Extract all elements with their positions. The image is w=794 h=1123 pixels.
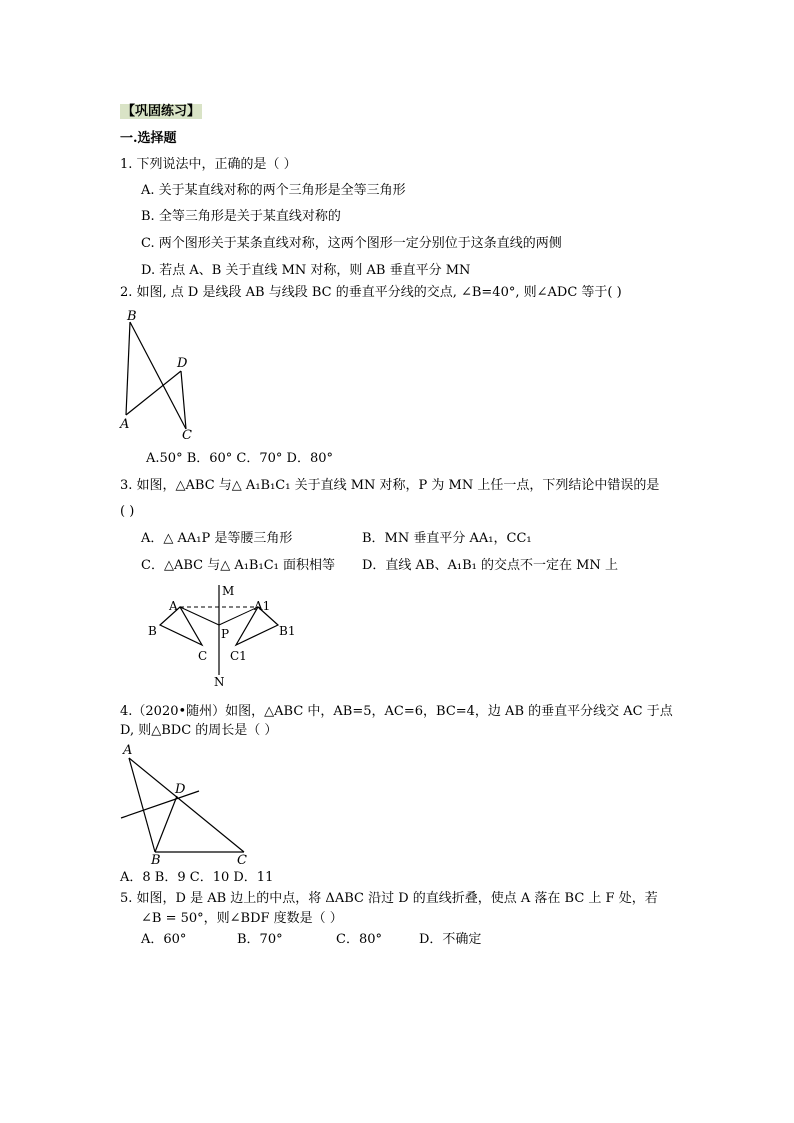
q3-label-b: B — [148, 624, 157, 638]
q1-option-a: A. 关于某直线对称的两个三角形是全等三角形 — [141, 183, 406, 198]
q1-option-b: B. 全等三角形是关于某直线对称的 — [141, 209, 341, 224]
q5-option-c: C．80° — [336, 932, 382, 947]
section-tag: 【巩固练习】 — [122, 104, 201, 119]
q5-stem-cont: ∠B = 50°，则∠BDF 度数是（ ） — [141, 911, 343, 926]
q4-options: A．8 B．9 C．10 D．11 — [120, 870, 274, 885]
q1-option-c: C. 两个图形关于某条直线对称，这两个图形一定分别位于这条直线的两侧 — [141, 236, 562, 251]
section-title: 一.选择题 — [120, 131, 177, 146]
q5-option-b: B．70° — [237, 932, 283, 947]
q3-option-d: D．直线 AB、A₁B₁ 的交点不一定在 MN 上 — [362, 558, 618, 573]
q3-label-b1: B1 — [279, 624, 296, 638]
q3-figure — [140, 580, 310, 690]
q3-label-p: P — [221, 627, 230, 641]
q2-stem: 2. 如图, 点 D 是线段 AB 与线段 BC 的垂直平分线的交点, ∠B=40°, 则∠ADC 等于( ) — [120, 285, 622, 300]
q3-option-a: A．△ AA₁P 是等腰三角形 — [141, 531, 293, 546]
q5-option-a: A．60° — [141, 932, 187, 947]
q1-option-d: D. 若点 A、B 关于直线 MN 对称，则 AB 垂直平分 MN — [141, 263, 471, 278]
q3-stem-cont: ( ) — [120, 504, 135, 519]
q3-label-n: N — [214, 675, 225, 689]
q3-option-b: B．MN 垂直平分 AA₁，CC₁ — [362, 531, 532, 546]
q4-stem-cont: D, 则△BDC 的周长是（ ） — [120, 723, 278, 738]
q4-figure — [115, 740, 255, 866]
q2-label-b: B — [127, 309, 137, 324]
q3-label-c: C — [198, 649, 208, 663]
q2-label-c: C — [182, 428, 192, 443]
q3-stem: 3. 如图，△ABC 与△ A₁B₁C₁ 关于直线 MN 对称，P 为 MN 上任一点，下列结论中错误的是 — [120, 478, 660, 493]
q2-label-a: A — [120, 417, 130, 432]
q3-label-m: M — [222, 584, 235, 598]
q4-label-a: A — [123, 743, 133, 758]
q4-label-b: B — [151, 853, 161, 868]
q5-option-d: D．不确定 — [419, 932, 482, 947]
q3-label-a: A — [169, 599, 178, 613]
q3-option-c: C．△ABC 与△ A₁B₁C₁ 面积相等 — [141, 558, 335, 573]
q4-label-d: D — [175, 782, 186, 797]
q4-label-c: C — [237, 853, 247, 868]
q5-stem: 5. 如图，D 是 AB 边上的中点，将 ΔABC 沿过 D 的直线折叠，使点 A 落在 BC 上 F 处，若 — [120, 891, 658, 906]
q2-figure — [115, 305, 205, 445]
q2-options: A.50° B．60° C．70° D．80° — [146, 451, 334, 466]
q3-label-c1: C1 — [230, 649, 247, 663]
q1-stem: 1. 下列说法中，正确的是（ ） — [120, 157, 297, 172]
q2-label-d: D — [177, 356, 188, 371]
q4-stem: 4.（2020•随州）如图，△ABC 中，AB=5，AC=6，BC=4，边 AB 的垂直平分线交 AC 于点 — [120, 704, 673, 719]
q3-label-a1: A1 — [254, 599, 271, 613]
